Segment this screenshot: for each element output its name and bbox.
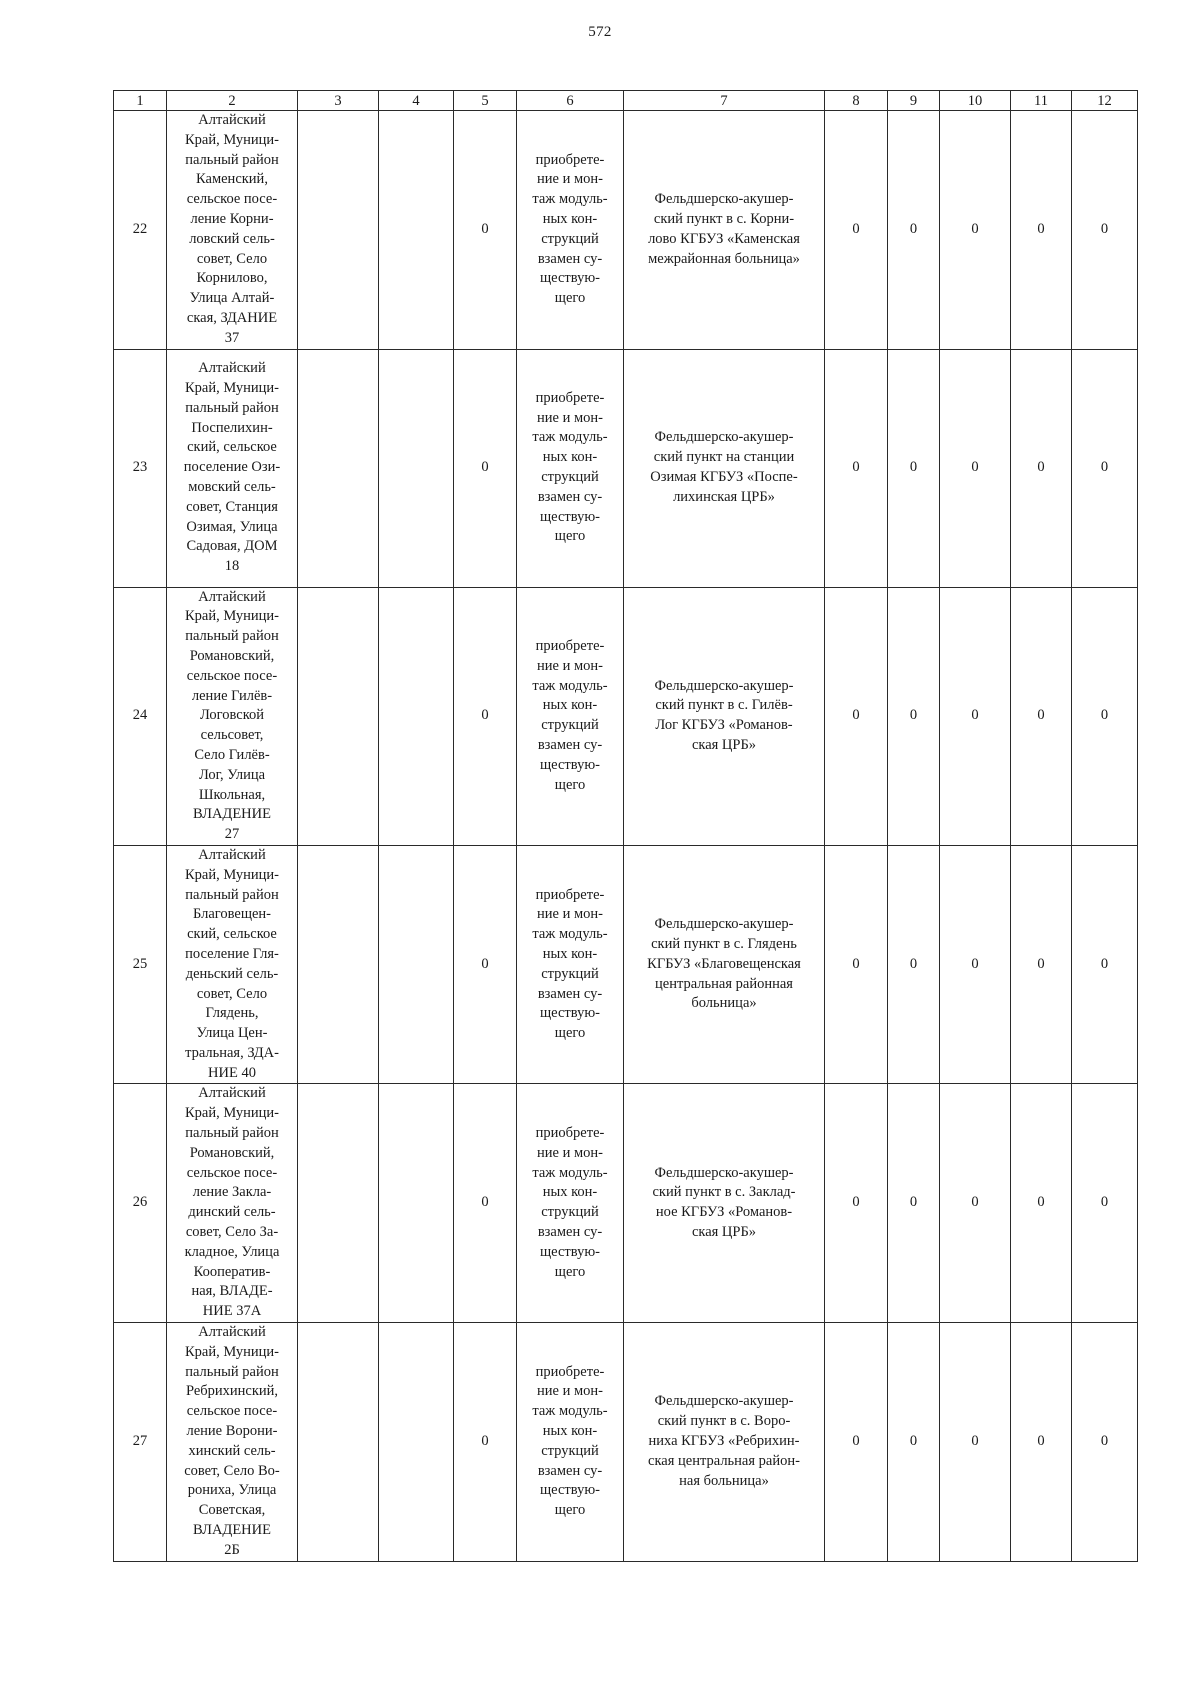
column-3-cell [298,845,379,1084]
action-line: струкций [541,717,599,734]
action-cell [517,587,624,845]
facility-line: ская ЦРБ» [691,1224,757,1241]
address-line: 18 [224,558,240,575]
column-8-cell: 0 [825,1323,888,1562]
column-header: 12 [1072,91,1138,111]
address-line: Край, Муници- [184,1343,280,1360]
action-line: ние и мон- [537,906,603,923]
address-line: Край, Муници- [184,866,280,883]
table-row [114,1323,1138,1562]
column-4-cell [379,1084,454,1323]
action-line: взамен су- [537,1224,603,1241]
address-line: Алтайский [198,112,266,128]
column-11-cell: 0 [1011,845,1072,1084]
address-line: сельское посе- [186,1403,278,1420]
address-line: 37 [224,329,240,346]
address-cell [167,587,298,845]
column-header: 2 [167,91,298,111]
column-header: 4 [379,91,454,111]
address-cell [167,1084,298,1323]
address-line: пальный район [185,151,279,168]
column-9-cell: 0 [888,349,940,587]
address-line: Советская, [198,1502,266,1519]
column-10-cell: 0 [940,845,1011,1084]
row-number-cell: 27 [114,1323,167,1562]
facility-cell [624,1084,825,1323]
action-line: ние и мон- [537,171,603,188]
action-line: ществую- [540,1005,600,1022]
address-line: Поспелихин- [191,419,273,436]
action-line: взамен су- [537,737,603,754]
action-line: ных кон- [542,1184,598,1201]
action-line: таж модуль- [532,677,608,694]
address-cell [167,111,298,350]
facility-line: Фельдшерско-акушер- [654,429,794,446]
address-line: Корнилово, [196,270,268,287]
address-line: Ребрихинский, [185,1383,279,1400]
column-12-cell: 0 [1072,349,1138,587]
column-11-cell: 0 [1011,1084,1072,1323]
page-number: 572 [588,24,612,40]
address-line: ление Закла- [192,1184,272,1201]
address-line: сельсовет, [200,727,264,744]
column-9-cell: 0 [888,1084,940,1323]
action-line: струкций [541,1442,599,1459]
column-header: 8 [825,91,888,111]
facility-cell [624,845,825,1084]
column-12-cell: 0 [1072,1323,1138,1562]
address-line: сельское посе- [186,667,278,684]
address-line: хинский сель- [188,1442,276,1459]
address-line: Лог, Улица [198,766,266,783]
address-line: ная, ВЛАДЕ- [191,1283,273,1300]
action-line: таж модуль- [532,926,608,943]
action-line: струкций [541,469,599,486]
action-line: струкций [541,965,599,982]
address-line: Алтайский [198,1085,266,1102]
facility-cell [624,587,825,845]
column-5-cell: 0 [454,1323,517,1562]
column-header: 6 [517,91,624,111]
facility-line: ский пункт в с. Воро- [657,1413,791,1430]
action-line: приобрете- [535,1363,605,1380]
column-8-cell: 0 [825,845,888,1084]
column-9-cell: 0 [888,111,940,350]
column-header: 9 [888,91,940,111]
column-4-cell [379,1323,454,1562]
action-line: щего [554,1263,586,1280]
facility-cell [624,1323,825,1562]
column-9-cell: 0 [888,587,940,845]
column-12-cell: 0 [1072,111,1138,350]
address-line: совет, Село [196,250,268,267]
address-line: ВЛАДЕНИЕ [193,1522,271,1539]
action-line: таж модуль- [532,191,608,208]
action-line: ществую- [540,508,600,525]
address-line: поселение Ози- [183,459,281,476]
column-8-cell: 0 [825,349,888,587]
facility-line: ниха КГБУЗ «Ребрихин- [648,1432,800,1449]
address-line: 27 [224,826,240,843]
action-line: приобрете- [535,886,605,903]
action-line: ных кон- [542,1423,598,1440]
column-9-cell: 0 [888,845,940,1084]
facility-line: Лог КГБУЗ «Романов- [655,717,793,734]
address-line: совет, Станция [186,498,278,515]
action-line: щего [554,290,586,307]
facility-line: больница» [691,995,757,1012]
column-5-cell: 0 [454,587,517,845]
facility-line: ский пункт в с. Глядень [651,936,797,952]
action-line: ществую- [540,1482,600,1499]
row-number-cell: 22 [114,111,167,350]
column-number-row [114,91,1138,111]
address-line: Романовский, [189,647,275,664]
address-line: деньский сель- [185,965,279,982]
address-line: Улица Алтай- [189,290,275,307]
address-line: пальный район [185,886,279,903]
column-10-cell: 0 [940,111,1011,350]
address-line: Край, Муници- [184,608,280,625]
column-header: 1 [114,91,167,111]
address-line: мовский сель- [188,478,276,495]
address-line: совет, Село За- [185,1224,279,1241]
action-line: приобрете- [535,1125,605,1142]
facility-cell [624,349,825,587]
facility-line: Фельдшерско-акушер- [654,677,794,694]
column-10-cell: 0 [940,587,1011,845]
action-line: взамен су- [537,1462,603,1479]
address-line: ловский сель- [189,230,275,247]
column-3-cell [298,587,379,845]
column-8-cell: 0 [825,587,888,845]
address-line: сельское посе- [186,1164,278,1181]
address-line: кладное, Улица [184,1243,280,1260]
action-line: таж модуль- [532,1164,608,1181]
address-cell [167,845,298,1084]
address-line: ский, сельское [187,439,277,456]
column-12-cell: 0 [1072,587,1138,845]
address-line: Кооператив- [193,1263,271,1280]
address-line: Село Гилёв- [194,746,270,763]
address-line: пальный район [185,1363,279,1380]
address-line: совет, Село Во- [184,1462,280,1479]
facility-line: ное КГБУЗ «Романов- [655,1204,793,1221]
action-line: щего [554,528,586,545]
address-line: рониха, Улица [187,1482,277,1499]
facility-line: ская ЦРБ» [691,737,757,754]
action-line: приобрете- [535,638,605,655]
action-line: таж модуль- [532,429,608,446]
address-line: Алтайский [198,360,266,377]
action-line: ние и мон- [537,657,603,674]
action-line: струкций [541,230,599,247]
table-row [114,587,1138,845]
column-11-cell: 0 [1011,1323,1072,1562]
action-cell [517,111,624,350]
action-line: взамен су- [537,985,603,1002]
column-11-cell: 0 [1011,349,1072,587]
action-line: ние и мон- [537,1383,603,1400]
column-12-cell: 0 [1072,845,1138,1084]
address-line: пальный район [185,1125,279,1142]
action-line: ных кон- [542,697,598,714]
column-4-cell [379,845,454,1084]
facility-line: Фельдшерско-акушер- [654,916,794,933]
action-line: ществую- [540,270,600,287]
address-line: Алтайский [198,1324,266,1341]
column-header: 5 [454,91,517,111]
action-line: ществую- [540,1243,600,1260]
column-3-cell [298,349,379,587]
action-line: ние и мон- [537,409,603,426]
column-header: 10 [940,91,1011,111]
address-line: динский сель- [188,1204,276,1221]
column-3-cell [298,1084,379,1323]
address-line: Садовая, ДОМ [186,538,278,555]
column-8-cell: 0 [825,1084,888,1323]
column-header: 7 [624,91,825,111]
address-line: Благовещен- [192,906,272,923]
address-cell [167,1323,298,1562]
column-4-cell [379,111,454,350]
column-5-cell: 0 [454,349,517,587]
facility-line: ский пункт в с. Корни- [653,210,795,227]
action-cell [517,1323,624,1562]
address-line: Логовской [199,707,265,724]
table-row [114,111,1138,350]
action-line: щего [554,1025,586,1042]
action-line: щего [554,1502,586,1519]
address-line: совет, Село [196,985,268,1002]
column-4-cell [379,587,454,845]
address-line: Школьная, [198,786,266,803]
address-line: ский, сельское [187,926,277,943]
column-11-cell: 0 [1011,587,1072,845]
column-11-cell: 0 [1011,111,1072,350]
column-4-cell [379,349,454,587]
column-5-cell: 0 [454,1084,517,1323]
facility-line: ская центральная район- [648,1452,800,1469]
address-line: Романовский, [189,1144,275,1161]
action-line: взамен су- [537,488,603,505]
facility-line: Озимая КГБУЗ «Поспе- [650,469,798,486]
facility-line: ная больница» [679,1472,769,1489]
action-line: приобрете- [535,389,605,406]
address-line: Край, Муници- [184,1105,280,1122]
facility-line: центральная районная [655,975,793,992]
column-10-cell: 0 [940,1084,1011,1323]
action-line: ных кон- [542,449,598,466]
column-3-cell [298,1323,379,1562]
address-line: Глядень, [205,1005,259,1022]
column-8-cell: 0 [825,111,888,350]
address-line: Край, Муници- [184,379,280,396]
action-line: щего [554,776,586,793]
address-line: Каменский, [196,171,268,188]
address-line: поселение Гля- [185,945,279,962]
address-cell [167,349,298,587]
action-line: взамен су- [537,250,603,267]
column-10-cell: 0 [940,349,1011,587]
action-line: струкций [541,1204,599,1221]
address-line: пальный район [185,628,279,645]
action-line: ных кон- [542,945,598,962]
action-line: ние и мон- [537,1144,603,1161]
table-row [114,1084,1138,1323]
address-line: сельское посе- [186,191,278,208]
action-cell [517,1084,624,1323]
facilities-table [113,90,1138,1562]
address-line: Озимая, Улица [186,518,278,535]
facility-line: Фельдшерско-акушер- [654,1164,794,1181]
facility-line: ский пункт на станции [653,449,795,466]
address-line: Улица Цен- [196,1025,268,1042]
action-line: приобрете- [535,151,605,168]
column-header: 3 [298,91,379,111]
facility-line: ский пункт в с. Гилёв- [655,697,793,714]
address-line: ская, ЗДАНИЕ [186,309,278,326]
address-line: Край, Муници- [184,131,280,148]
address-line: Алтайский [198,846,266,863]
address-line: НИЕ 37А [202,1303,262,1320]
action-line: ществую- [540,756,600,773]
facility-line: КГБУЗ «Благовещенская [647,955,801,972]
table-row [114,845,1138,1084]
column-5-cell: 0 [454,845,517,1084]
address-line: НИЕ 40 [208,1064,256,1081]
address-line: пальный район [185,399,279,416]
row-number-cell: 24 [114,587,167,845]
facility-line: межрайонная больница» [648,250,800,267]
column-5-cell: 0 [454,111,517,350]
address-line: ление Корни- [190,210,274,227]
facility-line: ский пункт в с. Заклад- [652,1184,796,1201]
address-line: ление Гилёв- [191,687,273,704]
facility-line: Фельдшерско-акушер- [654,1393,794,1410]
facility-cell [624,111,825,350]
address-line: 2Б [224,1541,240,1558]
action-cell [517,845,624,1084]
table-header [114,91,1138,111]
action-line: ных кон- [542,210,598,227]
facility-line: лихинская ЦРБ» [673,488,775,505]
facility-line: лово КГБУЗ «Каменская [648,230,800,247]
row-number-cell: 23 [114,349,167,587]
address-line: Алтайский [198,588,266,605]
address-line: тральная, ЗДА- [185,1044,279,1061]
action-line: таж модуль- [532,1403,608,1420]
column-3-cell [298,111,379,350]
column-9-cell: 0 [888,1323,940,1562]
column-header: 11 [1011,91,1072,111]
column-12-cell: 0 [1072,1084,1138,1323]
row-number-cell: 25 [114,845,167,1084]
column-10-cell: 0 [940,1323,1011,1562]
address-line: ВЛАДЕНИЕ [193,806,271,823]
table-body [114,111,1138,1562]
address-line: ление Ворони- [186,1423,278,1440]
table-row [114,349,1138,587]
action-cell [517,349,624,587]
row-number-cell: 26 [114,1084,167,1323]
facility-line: Фельдшерско-акушер- [654,191,794,208]
